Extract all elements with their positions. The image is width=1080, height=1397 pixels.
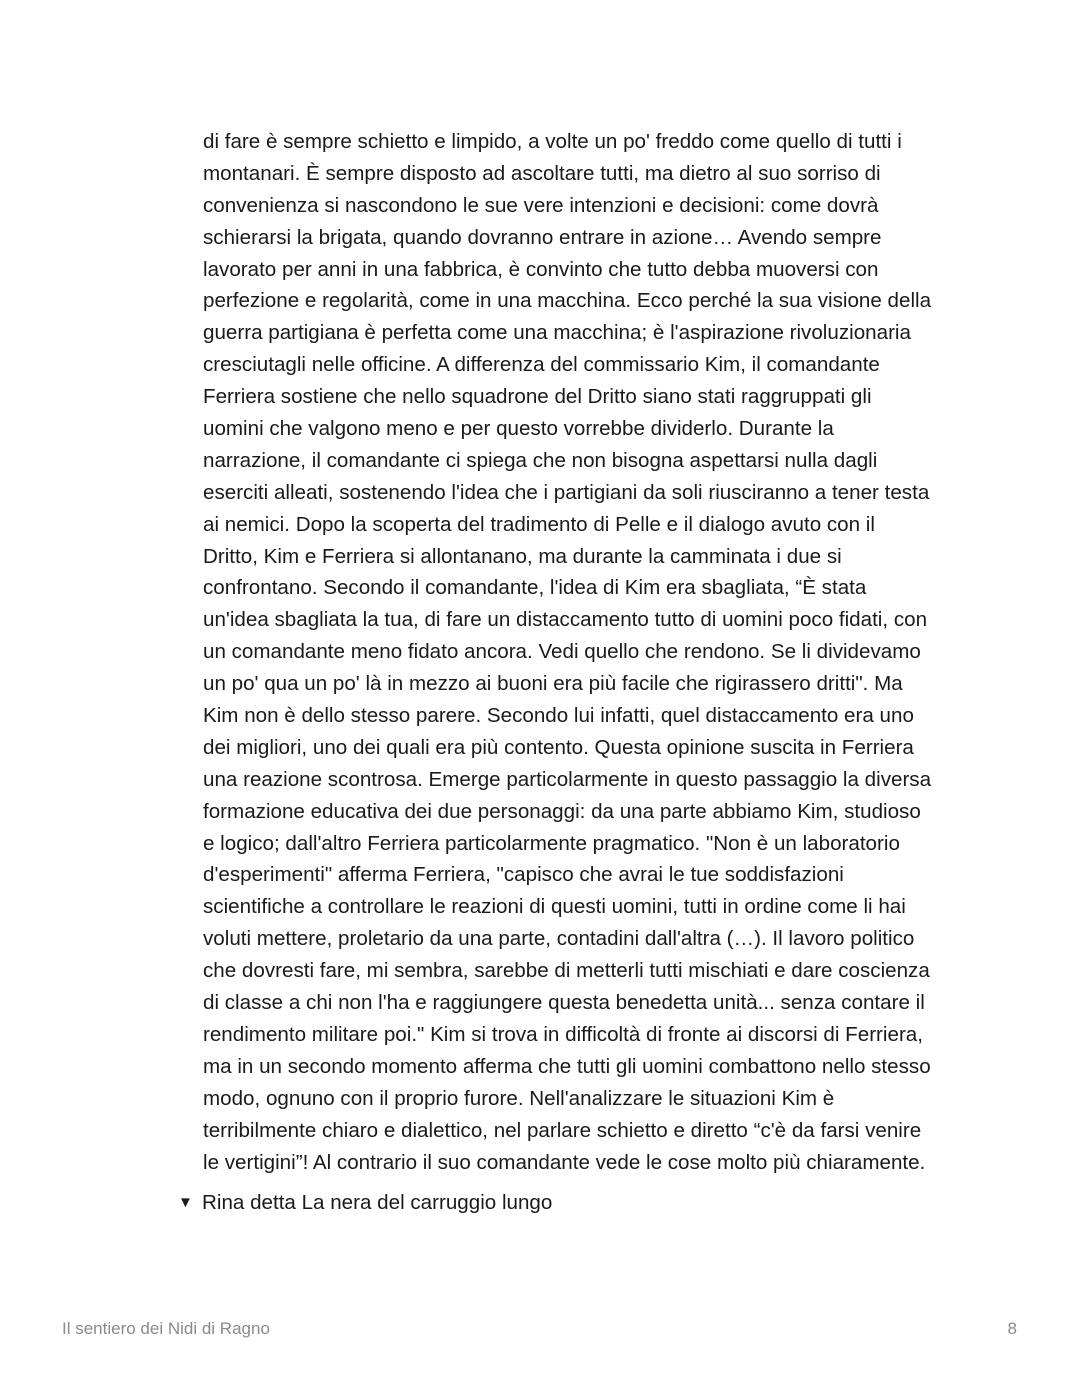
paragraph-line: ma in un secondo momento afferma che tutti gli uomini combattono nello stesso	[203, 1054, 931, 1078]
paragraph-line: e logico; dall'altro Ferriera particolarmente pragmatico. "Non è un laboratorio	[203, 831, 900, 855]
paragraph-line: terribilmente chiaro e dialettico, nel parlare schietto e diretto “c'è da farsi venire	[203, 1118, 922, 1142]
paragraph-line: Ferriera sostiene che nello squadrone del Dritto siano stati raggruppati gli	[203, 385, 872, 409]
footer-document-title: Il sentiero dei Nidi di Ragno	[62, 1319, 270, 1338]
document-body	[203, 126, 963, 1178]
paragraph-line: lavorato per anni in una fabbrica, è convinto che tutto debba muoversi con	[203, 257, 879, 281]
paragraph-line: Kim non è dello stesso parere. Secondo lui infatti, quel distaccamento era uno	[203, 704, 914, 728]
paragraph-line: scientifiche a controllare le reazioni di questi uomini, tutti in ordine come li hai	[203, 895, 906, 919]
paragraph-line: ai nemici. Dopo la scoperta del tradimento di Pelle e il dialogo avuto con il	[203, 512, 875, 536]
paragraph-line: voluti mettere, proletario da una parte, contadini dall'altra (…). Il lavoro politico	[203, 927, 915, 951]
paragraph-line: confrontano. Secondo il comandante, l'idea di Kim era sbagliata, “È stata	[203, 576, 867, 600]
paragraph-line: di fare è sempre schietto e limpido, a volte un po' freddo come quello di tutti i	[203, 130, 902, 153]
paragraph-line: un comandante meno fidato ancora. Vedi quello che rendono. Se li dividevamo	[203, 640, 921, 664]
paragraph-line: cresciutagli nelle officine. A differenza del commissario Kim, il comandante	[203, 353, 880, 377]
paragraph-line: convenienza si nascondono le sue vere intenzioni e decisioni: come dovrà	[203, 193, 879, 217]
paragraph-line: modo, ognuno con il proprio furore. Nell'analizzare le situazioni Kim è	[203, 1086, 835, 1110]
paragraph-line: di classe a chi non l'ha e raggiungere questa benedetta unità... senza contare il	[203, 991, 925, 1015]
paragraph-line: schierarsi la brigata, quando dovranno entrare in azione… Avendo sempre	[203, 225, 882, 249]
paragraph-line: guerra partigiana è perfetta come una macchina; è l'aspirazione rivoluzionaria	[203, 321, 911, 345]
paragraph-line: narrazione, il comandante ci spiega che non bisogna aspettarsi nulla dagli	[203, 448, 878, 472]
paragraph-line: le vertigini”! Al contrario il suo comandante vede le cose molto più chiaramente.	[203, 1150, 926, 1174]
paragraph-line: montanari. È sempre disposto ad ascoltare tutti, ma dietro al suo sorriso di	[203, 161, 881, 185]
triangle-down-icon[interactable]: ▼	[178, 1194, 193, 1211]
paragraph-line: rendimento militare poi." Kim si trova in difficoltà di fronte ai discorsi di Ferriera,	[203, 1022, 923, 1046]
paragraph-line: perfezione e regolarità, come in una macchina. Ecco perché la sua visione della	[203, 289, 932, 313]
paragraph-line: una reazione scontrosa. Emerge particolarmente in questo passaggio la diversa	[203, 767, 932, 791]
paragraph-line: d'esperimenti" afferma Ferriera, "capisco che avrai le tue soddisfazioni	[203, 863, 844, 887]
toggle-rina-section[interactable]	[178, 1187, 552, 1219]
paragraph-line: un'idea sbagliata la tua, di fare un distaccamento tutto di uomini poco fidati, con	[203, 608, 928, 632]
paragraph-line: che dovresti fare, mi sembra, sarebbe di metterli tutti mischiati e dare coscienza	[203, 959, 930, 983]
toggle-label: Rina detta La nera del carruggio lungo	[202, 1191, 553, 1214]
paragraph-line: Dritto, Kim e Ferriera si allontanano, ma durante la camminata i due si	[203, 544, 842, 568]
paragraph-line: dei migliori, uno dei quali era più contento. Questa opinione suscita in Ferriera	[203, 735, 914, 759]
paragraph-line: eserciti alleati, sostenendo l'idea che i partigiani da soli riusciranno a tener testa	[203, 480, 930, 504]
body-paragraph	[203, 126, 963, 1178]
paragraph-line: un po' qua un po' là in mezzo ai buoni era più facile che rigirassero dritti". Ma	[203, 672, 903, 696]
paragraph-line: uomini che valgono meno e per questo vorrebbe dividerlo. Durante la	[203, 417, 834, 441]
footer-page-number: 8	[1007, 1319, 1017, 1338]
paragraph-line: formazione educativa dei due personaggi: da una parte abbiamo Kim, studioso	[203, 799, 921, 823]
